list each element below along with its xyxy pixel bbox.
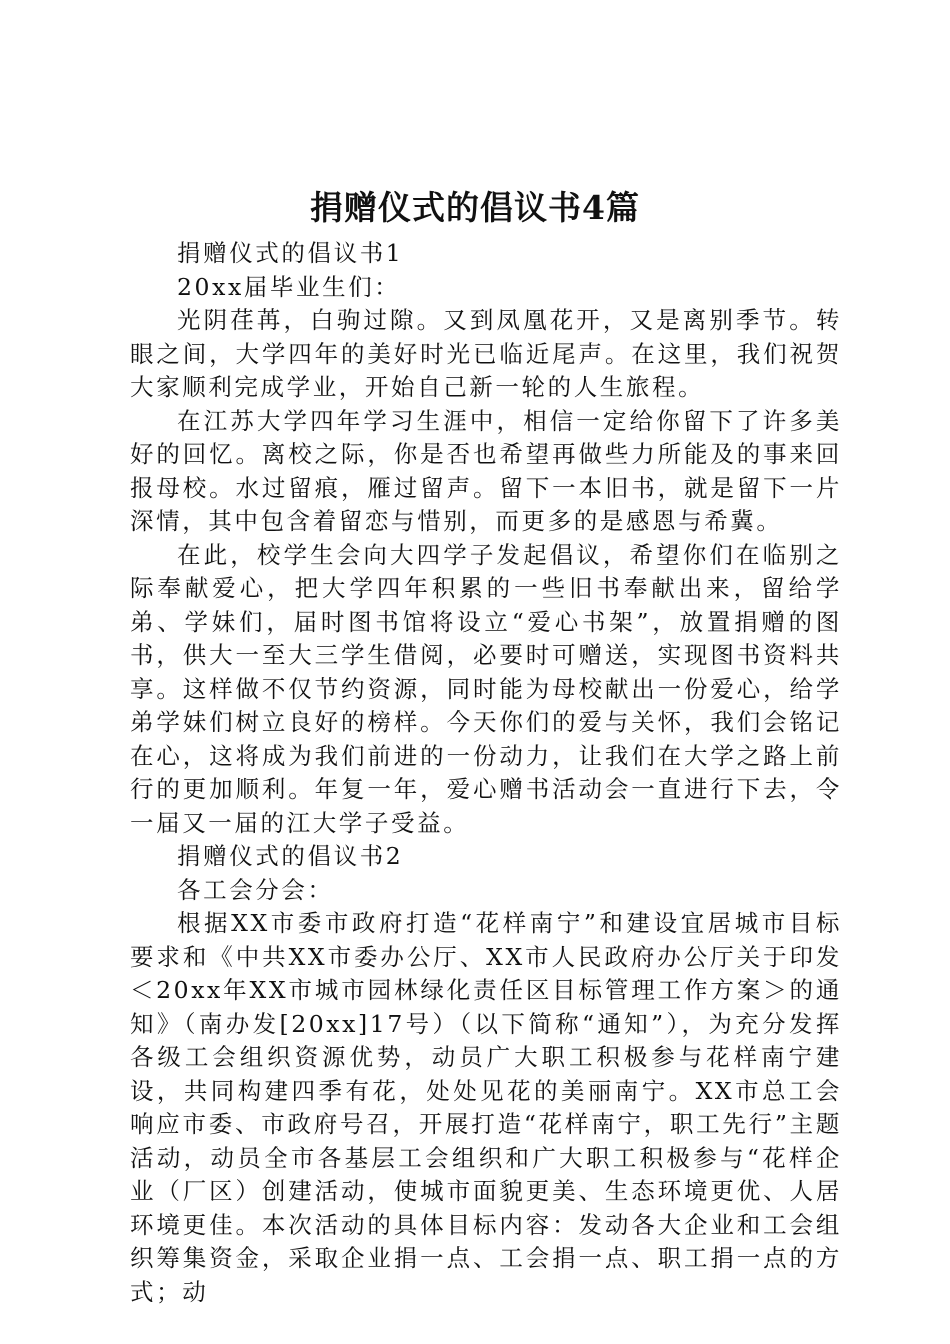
document-title: 捐赠仪式的倡议书4篇	[310, 188, 640, 227]
paragraph: 在此，校学生会向大四学子发起倡议，希望你们在临别之际奉献爱心，把大学四年积累的一些旧书奉献出来，留给学弟、学妹们，届时图书馆将设立“爱心书架”，放置捐赠的图书，供大一至大三学生借阅，必要时可赠送，实现图书资料共享。这样做不仅节约资源，同时能为母校献出一份爱心，给学弟学妹们树立良好的榜样。今天你们的爱与关怀，我们会铭记在心，这将成为我们前进的一份动力，让我们在大学之路上前行的更加顺利。年复一年，爱心赠书活动会一直进行下去，令一届又一届的江大学子受益。	[130, 540, 842, 837]
salutation-2: 各工会分会：	[177, 875, 334, 904]
salutation-1: 20xx届毕业生们：	[177, 272, 401, 301]
paragraph: 光阴荏苒，白驹过隙。又到凤凰花开，又是离别季节。转眼之间，大学四年的美好时光已临近尾声。在这里，我们祝贺大家顺利完成学业，开始自己新一轮的人生旅程。	[130, 306, 842, 401]
section-heading-2: 捐赠仪式的倡议书2	[177, 842, 404, 870]
section-heading-1: 捐赠仪式的倡议书1	[177, 239, 404, 267]
document-body	[130, 237, 842, 1309]
paragraph: 在江苏大学四年学习生涯中，相信一定给你留下了许多美好的回忆。离校之际，你是否也希望再做些力所能及的事来回报母校。水过留痕，雁过留声。留下一本旧书，就是留下一片深情，其中包含着留恋与惜别，而更多的是感恩与希冀。	[130, 406, 842, 535]
paragraph: 根据XX市委市政府打造“花样南宁”和建设宜居城市目标要求和《中共XX市委办公厅、XX市人民政府办公厅关于印发＜20xx年XX市城市园林绿化责任区目标管理工作方案＞的通知》（南办发[20xx]17号）（以下简称“通知”），为充分发挥各级工会组织资源优势，动员广大职工积极参与花样南宁建设，共同构建四季有花，处处见花的美丽南宁。XX市总工会响应市委、市政府号召，开展打造“花样南宁，职工先行”主题活动，动员全市各基层工会组织和广大职工积极参与“花样企业（厂区）创建活动，使城市面貌更美、生态环境更优、人居环境更佳。本次活动的具体目标内容：发动各大企业和工会组织筹集资金，采取企业捐一点、工会捐一点、职工捐一点的方式；动	[130, 909, 842, 1306]
